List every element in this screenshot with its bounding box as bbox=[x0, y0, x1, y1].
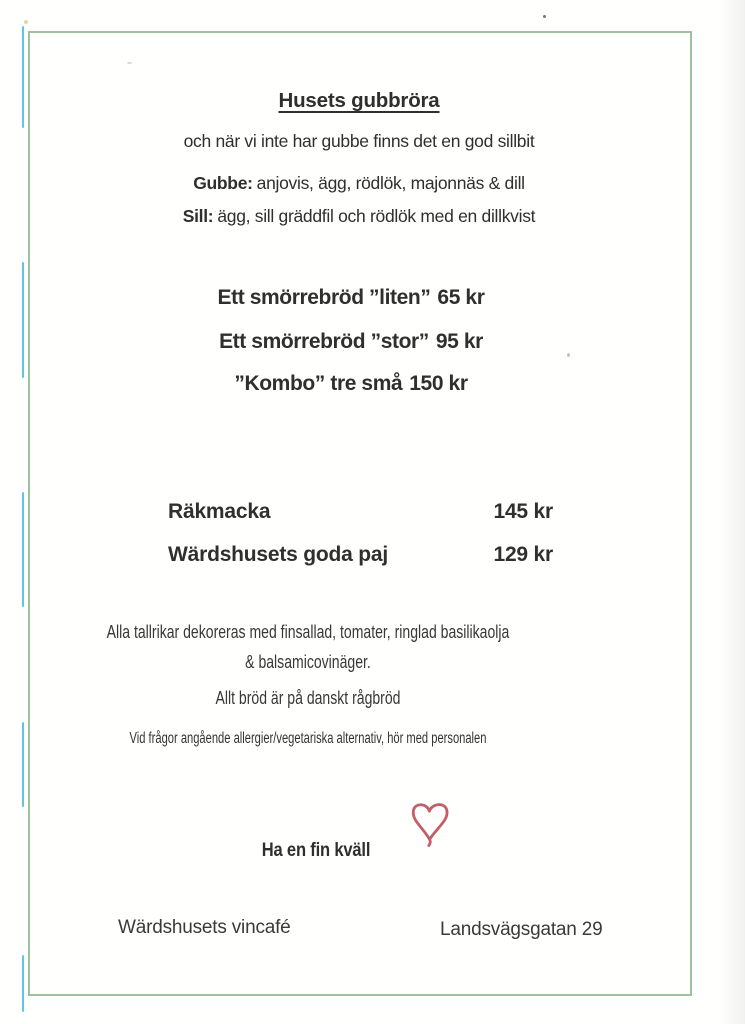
scan-artifact-blue-line bbox=[22, 492, 24, 607]
dish-price: 129 kr bbox=[493, 543, 553, 566]
scan-speck bbox=[24, 20, 28, 24]
page-edge-shadow bbox=[719, 0, 745, 1024]
menu-title-text: Husets gubbröra bbox=[278, 89, 440, 112]
scan-speck bbox=[567, 353, 570, 357]
offer-price: 150 kr bbox=[409, 372, 468, 395]
farewell-message: Ha en fin kväll bbox=[261, 840, 371, 861]
scan-artifact-blue-line bbox=[22, 262, 24, 378]
ingredient-line-sill bbox=[28, 208, 690, 226]
offer-name: Ett smörrebröd ”stor” bbox=[219, 330, 429, 353]
ingredient-label: Sill: bbox=[182, 206, 214, 226]
ingredient-line-gubbe bbox=[28, 175, 690, 193]
scan-artifact-blue-line bbox=[22, 722, 24, 807]
allergy-note: Vid frågor angående allergier/vegetariska alternativ, hör med personalen bbox=[129, 730, 487, 747]
scan-artifact-blue-line bbox=[22, 955, 24, 1012]
offer-name: ”Kombo” tre små bbox=[234, 372, 403, 395]
scan-speck bbox=[543, 15, 546, 18]
offer-price: 65 kr bbox=[437, 286, 485, 309]
scan-artifact-blue-line bbox=[22, 26, 24, 128]
garnish-note-line1: Alla tallrikar dekoreras med finsallad, tomater, ringlad basilikaolja bbox=[106, 622, 510, 642]
dish-row bbox=[168, 501, 553, 522]
offer-item bbox=[20, 287, 682, 308]
ingredient-text: anjovis, ägg, rödlök, majonnäs & dill bbox=[256, 173, 525, 193]
offer-price: 95 kr bbox=[435, 330, 483, 353]
venue-address: Landsvägsgatan 29 bbox=[440, 919, 603, 940]
venue-name: Wärdshusets vincafé bbox=[118, 917, 291, 938]
dish-name: Räkmacka bbox=[168, 500, 271, 523]
scan-speck bbox=[127, 62, 132, 64]
dish-row bbox=[168, 544, 553, 565]
offer-item bbox=[20, 373, 682, 394]
bread-note: Allt bröd är på danskt rågbröd bbox=[215, 688, 401, 708]
menu-title bbox=[28, 91, 690, 112]
offer-name: Ett smörrebröd ”liten” bbox=[217, 286, 431, 309]
offer-item bbox=[20, 331, 682, 352]
dish-price: 145 kr bbox=[493, 500, 553, 523]
garnish-note-line2: & balsamicovinäger. bbox=[245, 652, 371, 672]
ingredient-label: Gubbe: bbox=[193, 173, 253, 193]
dish-name: Wärdshusets goda paj bbox=[168, 543, 389, 566]
ingredient-text: ägg, sill gräddfil och rödlök med en dillkvist bbox=[217, 206, 536, 226]
menu-subtitle: och när vi inte har gubbe finns det en god sillbit bbox=[183, 131, 535, 151]
